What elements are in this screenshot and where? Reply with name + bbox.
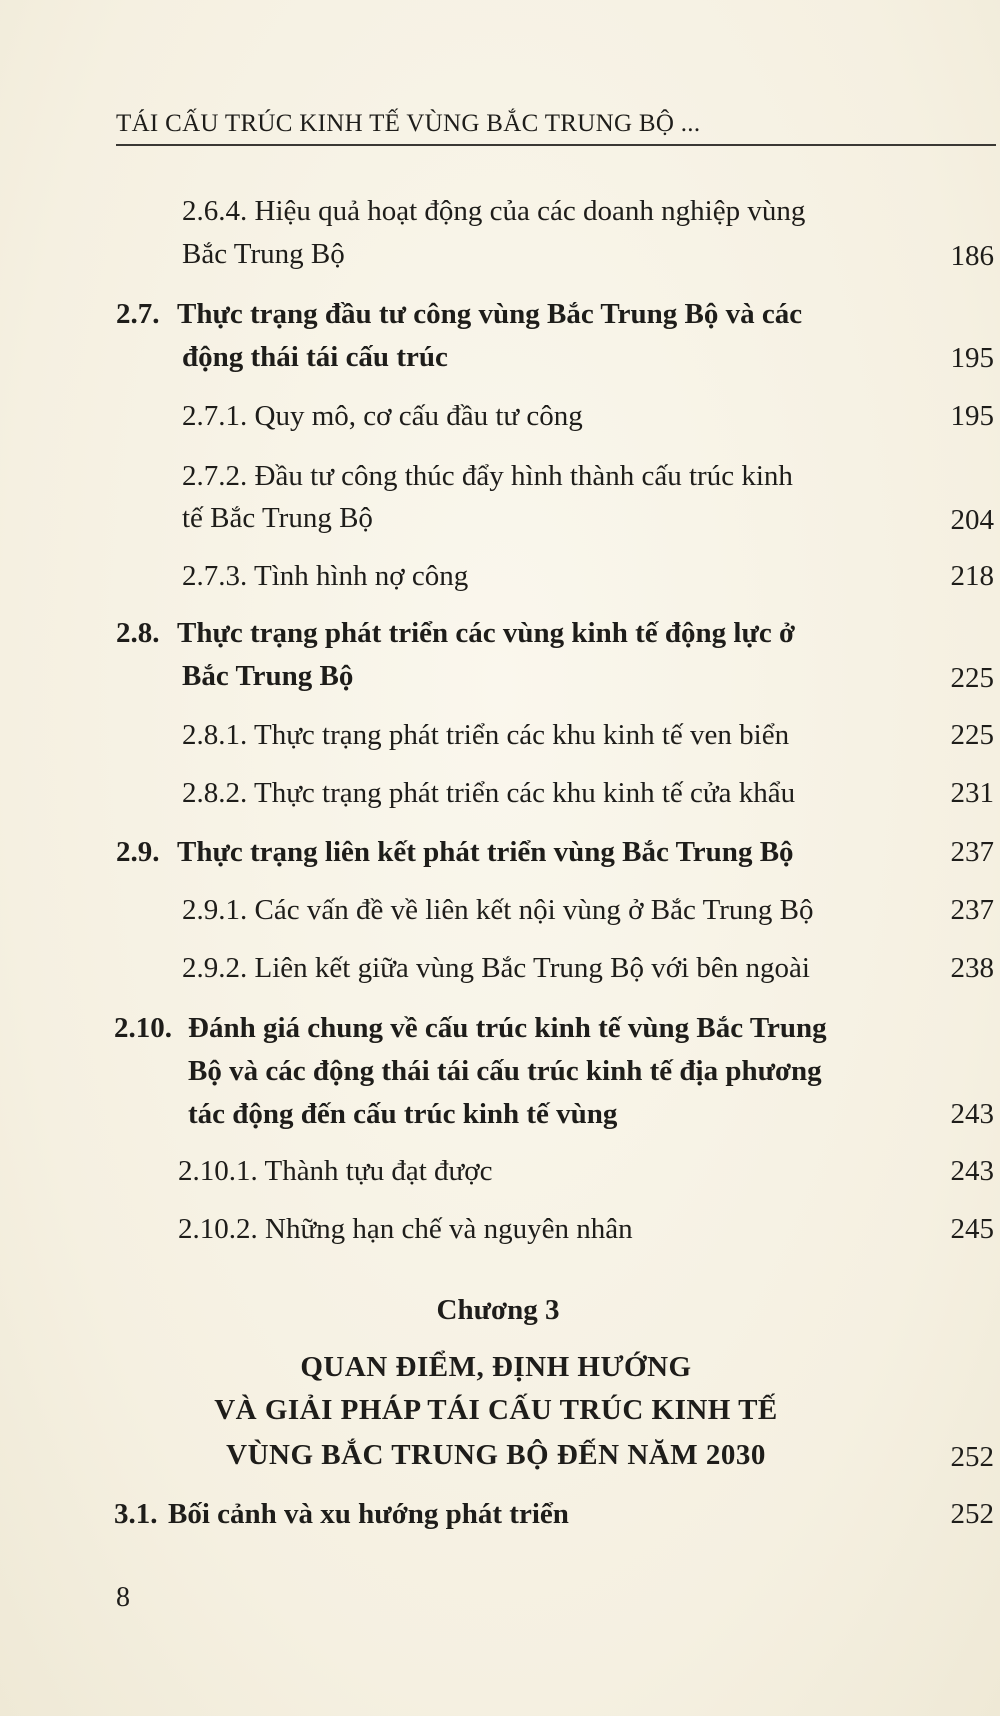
toc-page-2-9-1: 237 (950, 894, 994, 926)
toc-page-2-10: 243 (950, 1098, 994, 1130)
toc-page-2-8-1: 225 (950, 719, 994, 751)
toc-section-2-8-line2: Bắc Trung Bộ (182, 660, 354, 692)
toc-entry-2-8-2: 2.8.2. Thực trạng phát triển các khu kinh tế cửa khẩu (182, 777, 796, 809)
toc-section-number-2-8: 2.8. (116, 617, 160, 649)
toc-page-2-7-1: 195 (950, 400, 994, 432)
toc-section-2-10-line2: Bộ và các động thái tái cấu trúc kinh tế địa phương (188, 1055, 822, 1087)
toc-entry-2-6-4-line1: 2.6.4. Hiệu quả hoạt động của các doanh nghiệp vùng (182, 195, 806, 227)
toc-section-number-2-9: 2.9. (116, 836, 160, 868)
toc-section-number-2-10: 2.10. (114, 1012, 172, 1044)
toc-page-2-9-2: 238 (950, 952, 994, 984)
toc-section-2-7-line2: động thái tái cấu trúc (182, 341, 448, 373)
toc-entry-2-9-2: 2.9.2. Liên kết giữa vùng Bắc Trung Bộ với bên ngoài (182, 952, 810, 984)
toc-page-2-7-2: 204 (950, 504, 994, 536)
toc-entry-2-6-4-line2: Bắc Trung Bộ (182, 238, 345, 270)
toc-page-2-8: 225 (950, 662, 994, 694)
chapter-3-title-line3: VÙNG BẮC TRUNG BỘ ĐẾN NĂM 2030 (226, 1439, 766, 1471)
chapter-3-title-line2: VÀ GIẢI PHÁP TÁI CẤU TRÚC KINH TẾ (214, 1394, 778, 1426)
toc-page-2-8-2: 231 (950, 777, 994, 809)
toc-section-number-2-7: 2.7. (116, 298, 160, 330)
toc-page-3-1: 252 (950, 1498, 994, 1530)
toc-page-2-10-2: 245 (950, 1213, 994, 1245)
toc-entry-2-9-1: 2.9.1. Các vấn đề về liên kết nội vùng ở Bắc Trung Bộ (182, 894, 814, 926)
toc-entry-2-8-1: 2.8.1. Thực trạng phát triển các khu kinh tế ven biển (182, 719, 790, 751)
toc-entry-2-7-2-line2: tế Bắc Trung Bộ (182, 502, 373, 534)
toc-entry-2-10-1: 2.10.1. Thành tựu đạt được (178, 1155, 493, 1187)
toc-entry-2-7-3: 2.7.3. Tình hình nợ công (182, 560, 469, 592)
toc-section-2-7-line1: Thực trạng đầu tư công vùng Bắc Trung Bộ và các (177, 298, 803, 330)
toc-page-2-7-3: 218 (950, 560, 994, 592)
toc-section-number-3-1: 3.1. (114, 1498, 158, 1530)
toc-section-3-1: Bối cảnh và xu hướng phát triển (168, 1498, 569, 1530)
toc-section-2-9: Thực trạng liên kết phát triển vùng Bắc Trung Bộ (177, 836, 794, 868)
toc-page-chapter-3: 252 (950, 1441, 994, 1473)
toc-section-2-8-line1: Thực trạng phát triển các vùng kinh tế động lực ở (177, 617, 796, 649)
toc-entry-2-10-2: 2.10.2. Những hạn chế và nguyên nhân (178, 1213, 633, 1245)
toc-page-2-10-1: 243 (950, 1155, 994, 1187)
toc-entry-2-7-2-line1: 2.7.2. Đầu tư công thúc đẩy hình thành cấu trúc kinh (182, 460, 793, 492)
toc-page-2-6-4: 186 (950, 240, 994, 272)
chapter-3-title-line1: QUAN ĐIỂM, ĐỊNH HƯỚNG (300, 1351, 692, 1383)
toc-section-2-10-line1: Đánh giá chung về cấu trúc kinh tế vùng Bắc Trung (188, 1012, 827, 1044)
toc-entry-2-7-1: 2.7.1. Quy mô, cơ cấu đầu tư công (182, 400, 583, 432)
chapter-3-label: Chương 3 (436, 1294, 560, 1326)
page-number: 8 (116, 1582, 130, 1613)
toc-page-2-7: 195 (950, 342, 994, 374)
toc-page-2-9: 237 (950, 836, 994, 868)
running-title: TÁI CẤU TRÚC KINH TẾ VÙNG BẮC TRUNG BỘ ... (116, 110, 701, 137)
toc-section-2-10-line3: tác động đến cấu trúc kinh tế vùng (188, 1098, 618, 1130)
